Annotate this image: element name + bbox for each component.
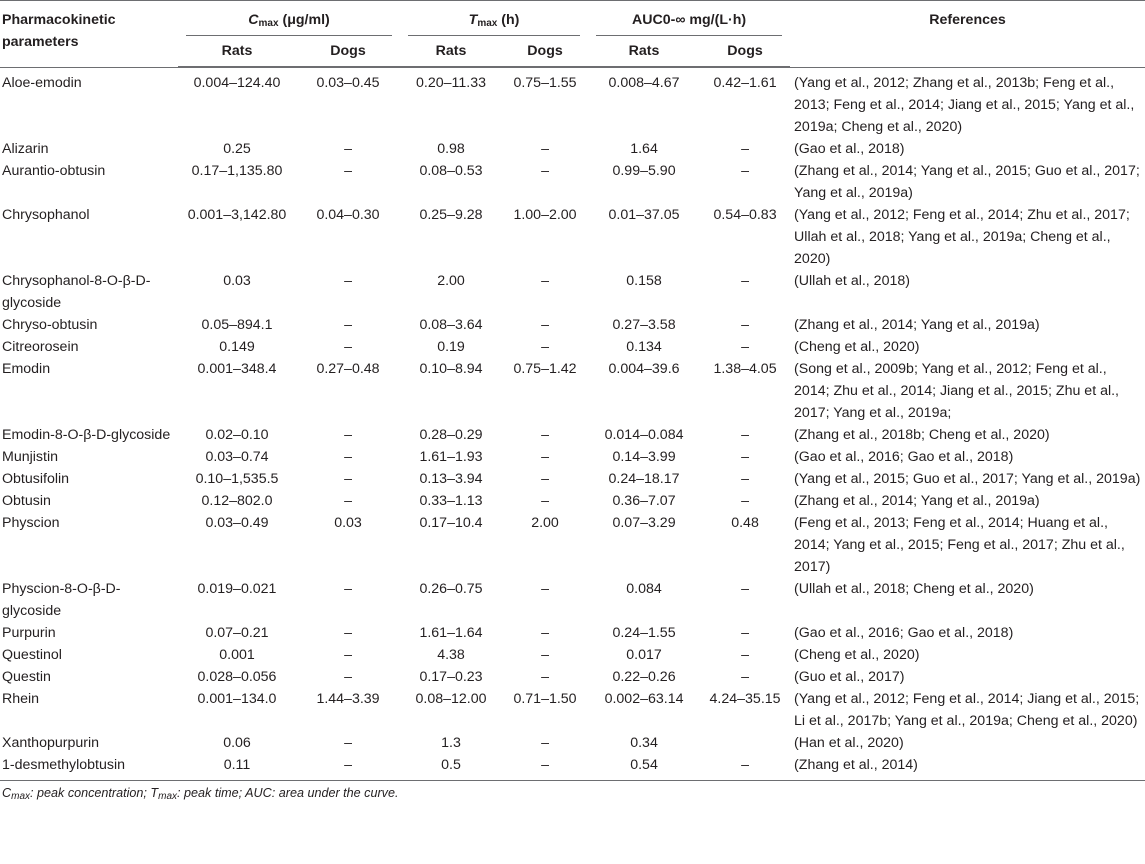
table-row: [0, 468, 1145, 490]
cell-cmax-dogs: –: [344, 581, 352, 597]
cell-cmax-dogs: 0.04–0.30: [316, 207, 380, 223]
cell-auc-rats: 0.24–18.17: [608, 471, 680, 487]
cell-compound-name: Xanthopurpurin: [2, 735, 100, 751]
subheader-dogs: Dogs: [296, 36, 400, 67]
cell-cmax-dogs: –: [344, 625, 352, 641]
cell-auc-dogs: –: [741, 163, 749, 179]
cell-references: (Ullah et al., 2018; Cheng et al., 2020): [794, 581, 1034, 597]
table-row: [0, 358, 1145, 424]
subheader-rats: Rats: [588, 36, 700, 67]
cell-cmax-rats: 0.02–0.10: [205, 427, 269, 443]
cell-auc-dogs: –: [741, 669, 749, 685]
cell-references: (Ullah et al., 2018): [794, 273, 910, 289]
cell-tmax-dogs: –: [541, 317, 549, 333]
cell-tmax-rats: 0.17–10.4: [419, 515, 483, 531]
cell-references: (Zhang et al., 2014; Yang et al., 2015; Guo et al., 2017; Yang et al., 2019a): [794, 163, 1140, 201]
cell-auc-dogs: –: [741, 317, 749, 333]
header-auc: AUC0-∞ mg/(L·h): [588, 1, 790, 37]
cell-tmax-dogs: –: [541, 625, 549, 641]
cell-tmax-rats: 0.98: [437, 141, 465, 157]
table-row: [0, 490, 1145, 512]
cell-auc-dogs: [700, 732, 790, 754]
cell-cmax-rats: 0.10–1,535.5: [195, 471, 279, 487]
cell-tmax-rats: 0.33–1.13: [419, 493, 483, 509]
cell-tmax-rats: 0.08–12.00: [415, 691, 487, 707]
cell-compound-name: Alizarin: [2, 141, 49, 157]
cell-tmax-dogs: –: [541, 273, 549, 289]
cell-references: (Yang et al., 2015; Guo et al., 2017; Yang et al., 2019a): [794, 471, 1141, 487]
cell-tmax-dogs: –: [541, 427, 549, 443]
cell-compound-name: 1-desmethylobtusin: [0, 754, 178, 781]
cell-cmax-dogs: –: [344, 339, 352, 355]
table-row: [0, 160, 1145, 204]
cell-auc-rats: 0.14–3.99: [612, 449, 676, 465]
cell-tmax-dogs: –: [541, 141, 549, 157]
table-row: [0, 644, 1145, 666]
cell-auc-dogs: –: [741, 273, 749, 289]
cell-cmax-rats: 0.149: [219, 339, 255, 355]
cell-compound-name: Physcion: [2, 515, 60, 531]
header-tmax: $T_{max}$ (h): [400, 1, 588, 37]
cell-cmax-dogs: –: [296, 754, 400, 781]
cell-auc-dogs: 0.48: [731, 515, 759, 531]
cell-references: (Gao et al., 2016; Gao et al., 2018): [794, 449, 1014, 465]
cell-auc-rats: 0.084: [626, 581, 662, 597]
cell-auc-rats: 0.54: [588, 754, 700, 781]
cell-cmax-dogs: –: [344, 427, 352, 443]
table-row: [0, 666, 1145, 688]
cell-tmax-dogs: –: [541, 493, 549, 509]
cell-tmax-dogs: –: [541, 647, 549, 663]
cell-references: (Gao et al., 2016; Gao et al., 2018): [794, 625, 1014, 641]
cell-references: (Yang et al., 2012; Feng et al., 2014; Zhu et al., 2017; Ullah et al., 2018; Yang et al., 2019a; Cheng et al., 2020): [794, 207, 1130, 267]
table-row: [0, 512, 1145, 578]
cell-references: (Cheng et al., 2020): [794, 647, 920, 663]
table-body: [0, 68, 1145, 781]
cell-auc-dogs: –: [741, 471, 749, 487]
cell-tmax-rats: 0.08–0.53: [419, 163, 483, 179]
table-row: [0, 138, 1145, 160]
cell-cmax-rats: 0.001–348.4: [197, 361, 277, 377]
cell-tmax-dogs: 0.71–1.50: [513, 691, 577, 707]
table-row: [0, 204, 1145, 270]
cell-cmax-rats: 0.001–3,142.80: [187, 207, 287, 223]
table-row: [0, 446, 1145, 468]
table-row: [0, 578, 1145, 622]
cell-compound-name: Obtusin: [2, 493, 51, 509]
table-row: [0, 754, 1145, 781]
cell-references: (Cheng et al., 2020): [794, 339, 920, 355]
cell-cmax-dogs: –: [344, 471, 352, 487]
cell-references: (Zhang et al., 2014; Yang et al., 2019a): [794, 493, 1040, 509]
cell-references: (Han et al., 2020): [794, 735, 904, 751]
cell-auc-rats: 0.017: [626, 647, 662, 663]
cell-references: (Song et al., 2009b; Yang et al., 2012; Feng et al., 2014; Zhu et al., 2014; Jiang et al., 2015; Zhu et al., 2017; Yang et al., 2019a;: [794, 361, 1120, 421]
table-footnote: $C_{max}$: peak concentration; $T_{max}$: peak time; AUC: area under the curve.: [2, 786, 399, 802]
cell-cmax-rats: 0.11: [178, 754, 296, 781]
cell-compound-name: Chryso-obtusin: [2, 317, 98, 333]
cell-auc-rats: 0.008–4.67: [608, 75, 680, 91]
cell-auc-dogs: –: [741, 625, 749, 641]
table-row: [0, 270, 1145, 314]
cell-auc-dogs: 1.38–4.05: [713, 361, 777, 377]
cell-compound-name: Aloe-emodin: [2, 75, 82, 91]
header-cmax: $C_{max}$ (μg/ml): [178, 1, 400, 37]
table-header: [0, 1, 1145, 68]
cell-cmax-rats: 0.001–134.0: [197, 691, 277, 707]
cell-auc-dogs: 0.54–0.83: [713, 207, 777, 223]
cell-auc-rats: 0.99–5.90: [612, 163, 676, 179]
cell-cmax-dogs: –: [344, 647, 352, 663]
cell-auc-dogs: –: [741, 647, 749, 663]
cell-auc-dogs: –: [741, 449, 749, 465]
cell-tmax-rats: 1.3: [441, 735, 461, 751]
cell-auc-rats: 1.64: [630, 141, 658, 157]
cell-tmax-dogs: 0.75–1.42: [513, 361, 577, 377]
cell-tmax-rats: 0.28–0.29: [419, 427, 483, 443]
cell-references: (Zhang et al., 2018b; Cheng et al., 2020): [794, 427, 1050, 443]
cell-auc-dogs: –: [741, 141, 749, 157]
cell-tmax-dogs: 2.00: [531, 515, 559, 531]
cell-cmax-dogs: 0.03–0.45: [316, 75, 380, 91]
cell-auc-rats: 0.34: [630, 735, 658, 751]
cell-cmax-dogs: –: [344, 735, 352, 751]
cell-auc-rats: 0.07–3.29: [612, 515, 676, 531]
subheader-dogs: Dogs: [502, 36, 588, 67]
table-row: [0, 336, 1145, 358]
cell-tmax-dogs: –: [541, 669, 549, 685]
cell-tmax-dogs: –: [541, 339, 549, 355]
cell-cmax-rats: 0.019–0.021: [197, 581, 277, 597]
cell-tmax-dogs: –: [541, 163, 549, 179]
cell-tmax-rats: 0.10–8.94: [419, 361, 483, 377]
cell-cmax-dogs: –: [344, 273, 352, 289]
cell-compound-name: Chrysophanol-8-O-β-D-glycoside: [2, 273, 151, 311]
cell-auc-rats: 0.22–0.26: [612, 669, 676, 685]
cell-references: (Feng et al., 2013; Feng et al., 2014; Huang et al., 2014; Yang et al., 2015; Feng et al., 2017; Zhu et al., 2017): [794, 515, 1125, 575]
cell-references: (Yang et al., 2012; Feng et al., 2014; Jiang et al., 2015; Li et al., 2017b; Yang et al., 2019a; Cheng et al., 2020): [794, 691, 1140, 729]
cell-tmax-rats: 1.61–1.93: [419, 449, 483, 465]
cell-compound-name: Questin: [2, 669, 51, 685]
cell-tmax-rats: 0.5: [400, 754, 502, 781]
cell-cmax-rats: 0.05–894.1: [201, 317, 273, 333]
cell-tmax-dogs: –: [541, 449, 549, 465]
cell-cmax-dogs: 0.03: [334, 515, 362, 531]
cell-cmax-dogs: –: [344, 163, 352, 179]
cell-tmax-rats: 1.61–1.64: [419, 625, 483, 641]
cell-tmax-rats: 0.13–3.94: [419, 471, 483, 487]
cell-cmax-dogs: –: [344, 141, 352, 157]
subheader-dogs: Dogs: [700, 36, 790, 67]
cell-cmax-rats: 0.001: [219, 647, 255, 663]
cell-tmax-dogs: –: [541, 735, 549, 751]
cell-tmax-dogs: –: [541, 471, 549, 487]
cell-cmax-dogs: 1.44–3.39: [316, 691, 380, 707]
cell-references: (Yang et al., 2012; Zhang et al., 2013b; Feng et al., 2013; Feng et al., 2014; Jiang et al., 2015; Yang et al., 2019a; Cheng et al., 2020): [794, 75, 1135, 135]
header-references: References: [790, 1, 1145, 67]
cell-auc-rats: 0.27–3.58: [612, 317, 676, 333]
cell-auc-rats: 0.01–37.05: [608, 207, 680, 223]
cell-cmax-dogs: –: [344, 449, 352, 465]
cell-tmax-rats: 2.00: [437, 273, 465, 289]
cell-cmax-rats: 0.06: [223, 735, 251, 751]
cell-tmax-rats: 0.26–0.75: [419, 581, 483, 597]
subheader-rats: Rats: [178, 36, 296, 67]
cell-cmax-rats: 0.17–1,135.80: [191, 163, 283, 179]
cell-tmax-dogs: 0.75–1.55: [513, 75, 577, 91]
cell-cmax-rats: 0.07–0.21: [205, 625, 269, 641]
table-row: [0, 424, 1145, 446]
cell-auc-rats: 0.002–63.14: [604, 691, 684, 707]
cell-cmax-rats: 0.03: [223, 273, 251, 289]
table-row: [0, 622, 1145, 644]
cell-compound-name: Obtusifolin: [2, 471, 70, 487]
cell-cmax-dogs: –: [344, 493, 352, 509]
cell-cmax-rats: 0.03–0.49: [205, 515, 269, 531]
cell-cmax-rats: 0.12–802.0: [201, 493, 273, 509]
cell-compound-name: Munjistin: [2, 449, 58, 465]
cell-auc-rats: 0.134: [626, 339, 662, 355]
cell-tmax-dogs: 1.00–2.00: [513, 207, 577, 223]
cell-tmax-rats: 4.38: [437, 647, 465, 663]
cell-auc-dogs: 4.24–35.15: [709, 691, 781, 707]
cell-tmax-rats: 0.25–9.28: [419, 207, 483, 223]
cell-cmax-dogs: 0.27–0.48: [316, 361, 380, 377]
cell-auc-rats: 0.014–0.084: [604, 427, 684, 443]
cell-cmax-dogs: –: [344, 317, 352, 333]
cell-auc-dogs: 0.42–1.61: [713, 75, 777, 91]
cell-compound-name: Physcion-8-O-β-D-glycoside: [2, 581, 121, 619]
subheader-rats: Rats: [400, 36, 502, 67]
cell-compound-name: Aurantio-obtusin: [2, 163, 106, 179]
cell-cmax-dogs: –: [344, 669, 352, 685]
cell-tmax-rats: 0.19: [437, 339, 465, 355]
cell-auc-dogs: –: [741, 493, 749, 509]
cell-auc-dogs: –: [741, 581, 749, 597]
cell-references: (Guo et al., 2017): [794, 669, 905, 685]
table-row: [0, 732, 1145, 754]
cell-tmax-rats: 0.20–11.33: [416, 75, 486, 91]
table-row: [0, 68, 1145, 139]
cell-compound-name: Emodin-8-O-β-D-glycoside: [2, 427, 171, 443]
cell-compound-name: Emodin: [2, 361, 51, 377]
cell-auc-rats: 0.004–39.6: [608, 361, 680, 377]
cell-auc-rats: 0.24–1.55: [612, 625, 676, 641]
cell-compound-name: Purpurin: [2, 625, 56, 641]
cell-compound-name: Rhein: [2, 691, 40, 707]
cell-compound-name: Questinol: [2, 647, 62, 663]
cell-auc-rats: 0.158: [626, 273, 662, 289]
cell-references: (Zhang et al., 2014; Yang et al., 2019a): [794, 317, 1040, 333]
cell-cmax-rats: 0.028–0.056: [197, 669, 277, 685]
cell-auc-rats: 0.36–7.07: [612, 493, 676, 509]
cell-cmax-rats: 0.03–0.74: [205, 449, 269, 465]
cell-tmax-rats: 0.17–0.23: [419, 669, 483, 685]
cell-auc-dogs: –: [700, 754, 790, 781]
cell-references: (Gao et al., 2018): [794, 141, 905, 157]
cell-references: (Zhang et al., 2014): [790, 754, 1145, 781]
table-row: [0, 314, 1145, 336]
cell-tmax-rats: 0.08–3.64: [419, 317, 483, 333]
cell-cmax-rats: 0.25: [223, 141, 251, 157]
cell-auc-dogs: –: [741, 427, 749, 443]
cell-auc-dogs: –: [741, 339, 749, 355]
cell-compound-name: Chrysophanol: [2, 207, 90, 223]
cell-cmax-rats: 0.004–124.40: [193, 75, 281, 91]
cell-tmax-dogs: –: [502, 754, 588, 781]
header-parameters: Pharmacokinetic parameters: [0, 1, 178, 67]
cell-compound-name: Citreorosein: [2, 339, 79, 355]
cell-tmax-dogs: –: [541, 581, 549, 597]
table-row: [0, 688, 1145, 732]
